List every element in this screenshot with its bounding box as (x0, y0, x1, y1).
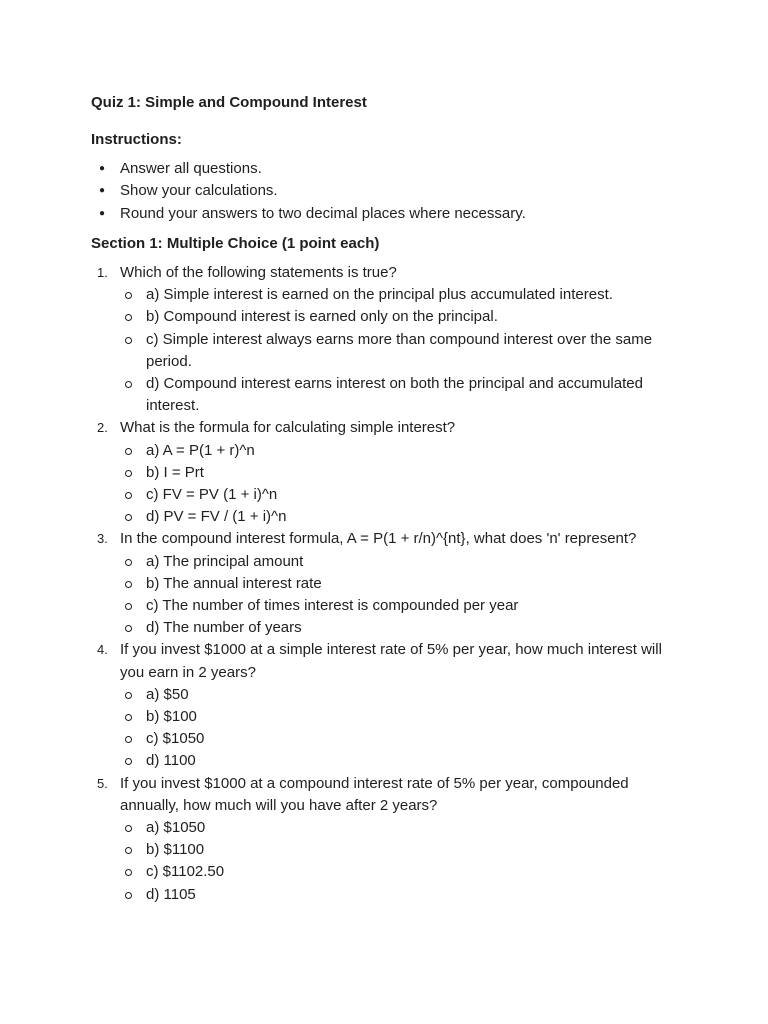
option-text: d) Compound interest earns interest on both the principal and accumulated interest. (146, 375, 643, 415)
hollow-bullet-icon (125, 314, 132, 321)
question-item (91, 773, 681, 906)
question-text: If you invest $1000 at a simple interest rate of 5% per year, how much interest will you earn in 2 years? (120, 641, 662, 681)
option-list (120, 684, 681, 773)
option-text: c) $1050 (146, 730, 205, 748)
instruction-text: Round your answers to two decimal places where necessary. (120, 204, 526, 222)
option-item (120, 573, 681, 595)
bullet-icon: ● (99, 185, 106, 197)
option-text: b) Compound interest is earned only on the principal. (146, 308, 498, 326)
option-item (120, 373, 681, 417)
option-text: a) $1050 (146, 819, 206, 837)
hollow-bullet-icon (125, 714, 132, 721)
instructions-heading: Instructions: (91, 131, 182, 148)
document-title: Quiz 1: Simple and Compound Interest (91, 94, 367, 111)
instruction-text: Answer all questions. (120, 160, 262, 177)
option-item (120, 506, 681, 528)
hollow-bullet-icon (125, 625, 132, 632)
hollow-bullet-icon (125, 381, 132, 388)
question-number: 5. (97, 775, 108, 791)
hollow-bullet-icon (125, 581, 132, 588)
option-text: c) Simple interest always earns more than compound interest over the same period. (146, 330, 653, 370)
option-item (120, 728, 681, 750)
option-text: b) $1100 (146, 841, 205, 859)
hollow-bullet-icon (125, 736, 132, 743)
option-list (120, 440, 681, 529)
instruction-item (91, 158, 526, 180)
option-text: c) The number of times interest is compounded per year (146, 597, 519, 615)
option-item (120, 551, 681, 573)
option-item (120, 750, 681, 772)
option-text: a) Simple interest is earned on the principal plus accumulated interest. (146, 286, 613, 304)
option-item (120, 462, 681, 484)
question-number: 3. (97, 531, 108, 547)
question-list (91, 262, 681, 906)
hollow-bullet-icon (125, 847, 132, 854)
instruction-item (91, 203, 526, 225)
question-text: In the compound interest formula, A = P(1 + r/n)^{nt}, what does 'n' represent? (120, 530, 637, 548)
hollow-bullet-icon (125, 603, 132, 610)
option-text: a) The principal amount (146, 552, 304, 570)
hollow-bullet-icon (125, 448, 132, 455)
question-number: 2. (97, 420, 108, 436)
bullet-icon: ● (99, 207, 106, 219)
option-list (120, 551, 681, 640)
hollow-bullet-icon (125, 825, 132, 832)
question-number: 1. (97, 265, 108, 280)
bullet-icon: ● (99, 163, 106, 174)
hollow-bullet-icon (125, 758, 132, 765)
option-item (120, 861, 681, 883)
option-text: a) $50 (146, 685, 189, 703)
hollow-bullet-icon (125, 492, 132, 499)
option-text: d) PV = FV / (1 + i)^n (146, 508, 287, 526)
instruction-text: Show your calculations. (120, 182, 278, 200)
option-item (120, 306, 681, 328)
option-item (120, 884, 681, 906)
option-list (120, 284, 681, 417)
section-heading: Section 1: Multiple Choice (1 point each) (91, 235, 380, 252)
option-text: d) 1100 (146, 752, 196, 770)
question-text: What is the formula for calculating simple interest? (120, 419, 456, 437)
question-item (91, 639, 681, 772)
option-text: b) $100 (146, 708, 197, 726)
hollow-bullet-icon (125, 869, 132, 876)
option-item (120, 440, 681, 462)
option-item (120, 839, 681, 861)
option-item (120, 817, 681, 839)
option-text: b) I = Prt (146, 463, 204, 481)
question-text: If you invest $1000 at a compound interest rate of 5% per year, compounded annually, how much will you have after 2 years? (120, 774, 629, 814)
hollow-bullet-icon (125, 292, 132, 299)
option-text: c) $1102.50 (146, 863, 225, 881)
option-item (120, 617, 681, 639)
hollow-bullet-icon (125, 470, 132, 477)
question-item (91, 262, 681, 417)
option-item (120, 329, 681, 373)
option-item (120, 684, 681, 706)
option-text: b) The annual interest rate (146, 574, 322, 592)
option-item (120, 595, 681, 617)
question-text: Which of the following statements is true? (120, 264, 397, 281)
instructions-list (91, 158, 526, 225)
question-number: 4. (97, 642, 108, 658)
option-text: d) 1105 (146, 885, 196, 903)
question-item (91, 417, 681, 528)
hollow-bullet-icon (125, 514, 132, 521)
option-item (120, 484, 681, 506)
option-text: a) A = P(1 + r)^n (146, 441, 255, 459)
option-list (120, 817, 681, 906)
instruction-item (91, 180, 526, 202)
option-item (120, 706, 681, 728)
option-item (120, 284, 681, 306)
hollow-bullet-icon (125, 692, 132, 699)
hollow-bullet-icon (125, 892, 132, 899)
option-text: d) The number of years (146, 619, 302, 637)
question-item (91, 528, 681, 639)
hollow-bullet-icon (125, 559, 132, 566)
hollow-bullet-icon (125, 337, 132, 344)
option-text: c) FV = PV (1 + i)^n (146, 486, 278, 504)
